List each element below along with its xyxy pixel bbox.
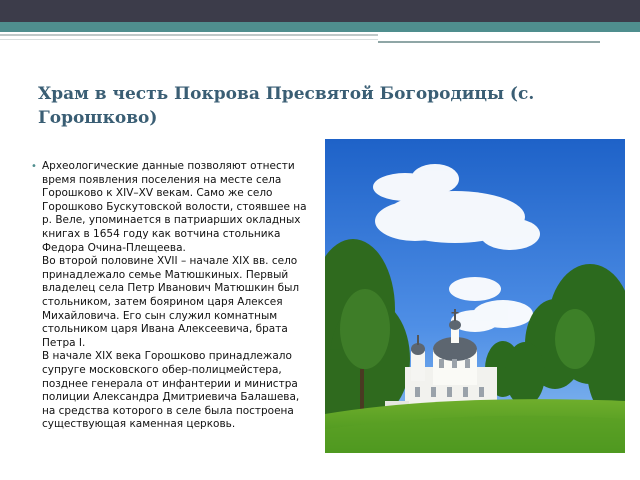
bullet-marker: •	[31, 161, 37, 172]
slide-body	[31, 160, 314, 432]
body-paragraph: В начале XIX века Горошково принадлежало супруге московского обер-полицмейстера, позднее генерала от инфантерии и министра полиции Александра Дмитриевича Балашева, на средства которого в селе была построена существующая каменная церковь.	[42, 350, 300, 431]
slide-title: Храм в честь Покрова Пресвятой Богородицы (с. Горошково)	[38, 84, 535, 128]
header-accent-band	[0, 22, 640, 32]
header-divider	[0, 34, 378, 36]
church-photo	[325, 139, 625, 453]
body-paragraph: Во второй половине XVII – начале XIX вв. село принадлежало семье Матюшкиных. Первый владелец села Петр Иванович Матюшкин был стольником, затем боярином царя Алексея	[42, 255, 300, 308]
body-paragraph: Михайловича. Его сын служил комнатным стольником царя Ивана Алексеевича, брата Петра I.	[42, 309, 288, 349]
header-divider	[0, 39, 378, 40]
header-divider	[378, 41, 600, 43]
body-paragraph: Археологические данные позволяют отнести время появления поселения на месте села Горошково к XIV–XV векам. Само же село Горошково Бускутовской волости, стоявшее на р. Веле, упоминается в патриарших окладных книгах в 1654 году как вотчина стольника Федора Очина-Плещеева.	[42, 160, 307, 254]
header-band	[0, 0, 640, 22]
